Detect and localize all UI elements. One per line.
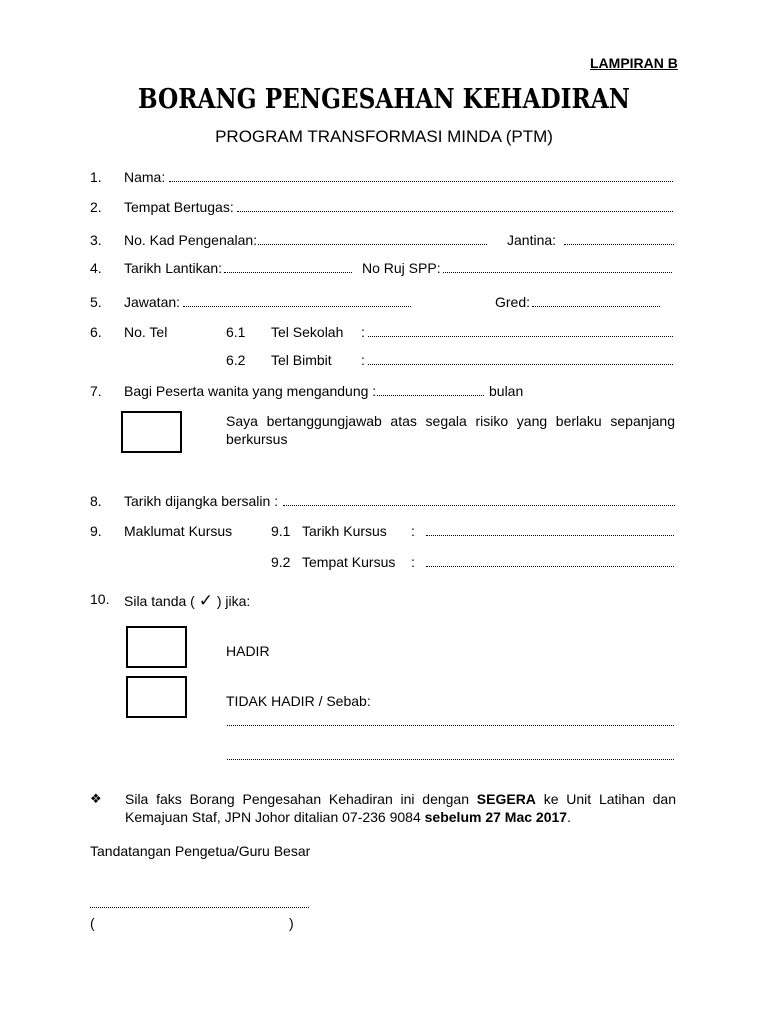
gred-label: Gred: <box>495 294 531 310</box>
bulan-label: bulan <box>489 383 524 399</box>
sebab-field-line-1[interactable] <box>227 725 674 726</box>
tel-sekolah-field[interactable] <box>368 336 673 337</box>
item-number-10: 10. <box>90 591 110 607</box>
fax-instruction <box>125 790 676 826</box>
tempat-kursus-number: 9.2 <box>271 554 291 570</box>
declaration-checkbox[interactable] <box>121 411 182 453</box>
note-bold-segera: SEGERA <box>476 791 536 807</box>
signature-line[interactable] <box>90 907 309 908</box>
maklumat-kursus-label: Maklumat Kursus <box>124 523 233 539</box>
signature-label: Tandatangan Pengetua/Guru Besar <box>90 843 311 859</box>
sila-tanda-label <box>124 591 250 611</box>
hadir-checkbox[interactable] <box>126 626 187 668</box>
tarikh-bersalin-label: Tarikh dijangka bersalin : <box>124 493 279 509</box>
no-ruj-spp-field[interactable] <box>443 272 672 273</box>
note-text-1: Sila faks Borang Pengesahan Kehadiran ini dengan <box>125 791 470 807</box>
form-title: BORANG PENGESAHAN KEHADIRAN <box>137 84 631 115</box>
item-number-9: 9. <box>90 523 102 539</box>
item-number-1: 1. <box>90 169 102 185</box>
kad-pengenalan-field[interactable] <box>258 244 487 245</box>
sebab-field-line-2[interactable] <box>227 759 674 760</box>
item-number-5: 5. <box>90 294 102 310</box>
tarikh-kursus-label: Tarikh Kursus <box>302 523 387 539</box>
hadir-label: HADIR <box>226 643 270 659</box>
note-bold-deadline: sebelum 27 Mac 2017 <box>424 809 568 825</box>
mengandung-field[interactable] <box>377 395 484 396</box>
tel-bimbit-number: 6.2 <box>226 352 246 368</box>
jawatan-label: Jawatan: <box>124 294 181 310</box>
tel-sekolah-colon: : <box>361 324 365 340</box>
kad-pengenalan-label: No. Kad Pengenalan: <box>124 232 258 248</box>
lampiran-label: LAMPIRAN B <box>590 55 678 71</box>
tel-sekolah-number: 6.1 <box>226 324 246 340</box>
jantina-label: Jantina: <box>507 232 557 248</box>
tempat-kursus-colon: : <box>411 554 415 570</box>
tidak-hadir-checkbox[interactable] <box>126 676 187 718</box>
tempat-bertugas-label: Tempat Bertugas: <box>124 199 234 215</box>
checkmark-icon: ✓ <box>198 591 213 611</box>
jantina-field[interactable] <box>564 244 674 245</box>
no-tel-label: No. Tel <box>124 324 168 340</box>
nama-label: Nama: <box>124 169 166 185</box>
tel-bimbit-field[interactable] <box>368 364 673 365</box>
tel-bimbit-label: Tel Bimbit <box>271 352 332 368</box>
sila-tanda-pre: Sila tanda ( <box>124 593 195 609</box>
tel-bimbit-colon: : <box>361 352 365 368</box>
tempat-bertugas-field[interactable] <box>237 211 673 212</box>
tarikh-lantikan-field[interactable] <box>224 272 352 273</box>
tempat-kursus-label: Tempat Kursus <box>302 554 396 570</box>
form-subtitle: PROGRAM TRANSFORMASI MINDA (PTM) <box>215 127 553 146</box>
name-open-paren: ( <box>90 915 95 931</box>
item-number-7: 7. <box>90 383 102 399</box>
item-number-6: 6. <box>90 324 102 340</box>
note-text-2: ke Unit Latihan dan Kemajuan Staf, JPN Johor ditalian 07-236 9084 <box>125 791 677 825</box>
name-close-paren: ) <box>289 915 294 931</box>
sila-tanda-post: ) jika: <box>216 593 251 609</box>
nama-field[interactable] <box>169 181 673 182</box>
declaration-text: Saya bertanggungjawab atas segala risiko yang berlaku sepanjang berkursus <box>226 413 675 447</box>
tidak-hadir-label: TIDAK HADIR / Sebab: <box>226 693 371 709</box>
tarikh-kursus-number: 9.1 <box>271 523 291 539</box>
tarikh-lantikan-label: Tarikh Lantikan: <box>124 260 223 276</box>
gred-field[interactable] <box>532 306 660 307</box>
diamond-bullet-icon: ❖ <box>90 792 102 807</box>
tarikh-kursus-field[interactable] <box>426 535 674 536</box>
mengandung-label: Bagi Peserta wanita yang mengandung : <box>124 383 377 399</box>
no-ruj-spp-label: No Ruj SPP: <box>362 260 441 276</box>
note-text-3: . <box>567 809 571 825</box>
tarikh-kursus-colon: : <box>411 523 415 539</box>
tel-sekolah-label: Tel Sekolah <box>271 324 344 340</box>
item-number-4: 4. <box>90 260 102 276</box>
item-number-2: 2. <box>90 199 102 215</box>
item-number-8: 8. <box>90 493 102 509</box>
jawatan-field[interactable] <box>183 306 411 307</box>
tarikh-bersalin-field[interactable] <box>283 505 675 506</box>
tempat-kursus-field[interactable] <box>426 566 674 567</box>
item-number-3: 3. <box>90 232 102 248</box>
